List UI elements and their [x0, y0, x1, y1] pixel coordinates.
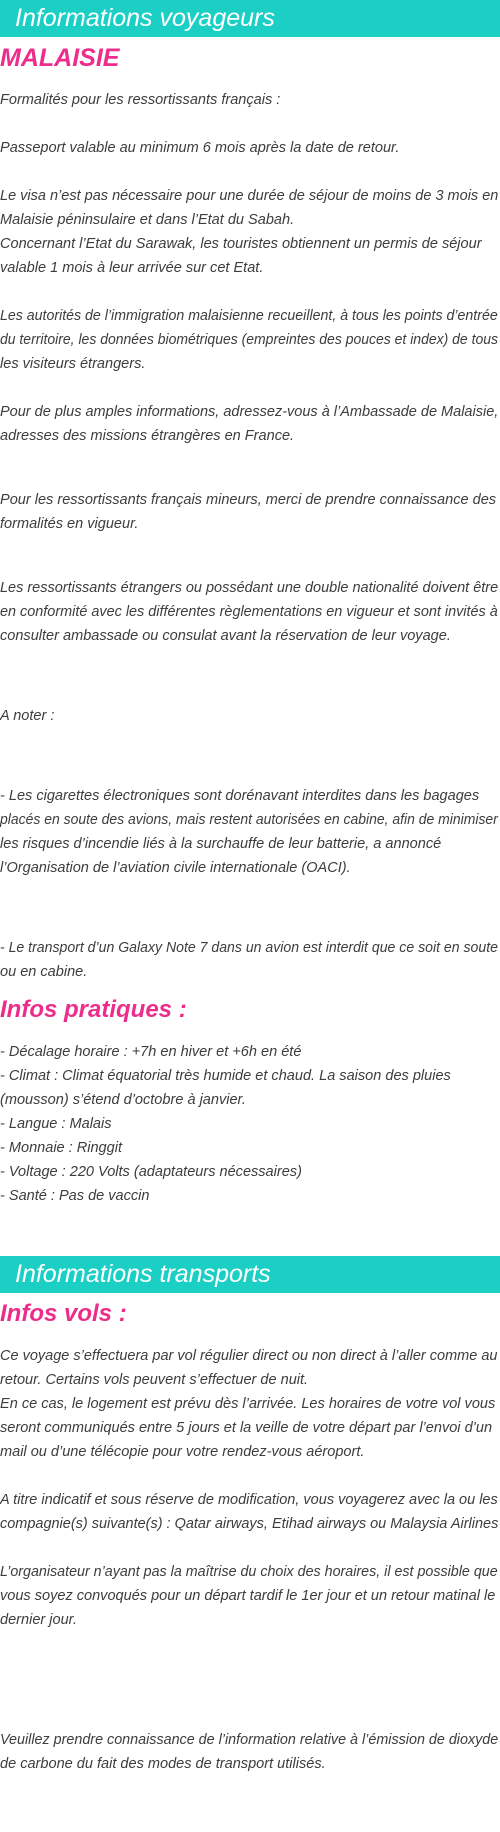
infos-pratiques-list	[0, 1040, 500, 1208]
airlines-paragraph: A titre indicatif et sous réserve de modification, vous voyagerez avec la ou les compagnie(s) suivante(s) : Qatar airways, Etihad airways ou Malaysia Airlines	[0, 1492, 499, 1532]
embassy-paragraph: Pour de plus amples informations, adressez-vous à l’Ambassade de Malaisie, adresses des missions étrangères en France.	[0, 404, 499, 444]
banner-informations-transports: Informations transports	[0, 1256, 500, 1293]
foreigners-paragraph: Les ressortissants étrangers ou possédant une double nationalité doivent être en conformité avec les différentes règlementations en vigueur et sont invités à consulter ambassade ou consulat avant la réservation de leur voyage.	[0, 580, 499, 644]
schedule-paragraph: L’organisateur n’ayant pas la maîtrise du choix des horaires, il est possible que vous soyez convoqués pour un départ tardif le 1er jour et un retour matinal le dernier jour.	[0, 1564, 498, 1628]
list-item: - Décalage horaire : +7h en hiver et +6h en été	[0, 1044, 302, 1060]
infos-vols-title: Infos vols :	[0, 1300, 127, 1327]
flights-paragraph: Ce voyage s’effectuera par vol régulier direct ou non direct à l’aller comme au retour. Certains vols peuvent s’effectuer de nuit. En ce cas, le logement est prévu dès l’arrivée. Les horaires de votre vol vous seront communiqués entre 5 jours et la veille de votre départ par l’envoi d’un mail ou d’une télécopie pour votre rendez-vous aéroport.	[0, 1348, 498, 1460]
passport-requirement: Passeport valable au minimum 6 mois après la date de retour.	[0, 140, 400, 156]
list-item: - Santé : Pas de vaccin	[0, 1188, 150, 1204]
list-item: (mousson) s’étend d’octobre à janvier.	[0, 1092, 246, 1108]
note-label: A noter :	[0, 708, 55, 724]
formalities-intro: Formalités pour les ressortissants français :	[0, 92, 281, 108]
infos-pratiques-title: Infos pratiques :	[0, 996, 187, 1023]
biometric-paragraph: Les autorités de l’immigration malaisienne recueillent, à tous les points d’entrée du territoire, les données biométriques (empreintes des pouces et index) de tous les visiteurs étrangers.	[0, 308, 499, 372]
list-item: - Monnaie : Ringgit	[0, 1140, 123, 1156]
country-title: MALAISIE	[0, 44, 120, 72]
list-item: - Voltage : 220 Volts (adaptateurs nécessaires)	[0, 1164, 302, 1180]
banner-informations-voyageurs: Informations voyageurs	[0, 0, 500, 37]
minors-paragraph: Pour les ressortissants français mineurs, merci de prendre connaissance des formalités en vigueur.	[0, 492, 497, 532]
galaxy-paragraph: - Le transport d’un Galaxy Note 7 dans un avion est interdit que ce soit en soute ou en cabine.	[0, 940, 498, 980]
visa-paragraph: Le visa n’est pas nécessaire pour une durée de séjour de moins de 3 mois en Malaisie péninsulaire et dans l’Etat du Sabah. Concernant l’Etat du Sarawak, les touristes obtiennent un permis de séjour valable 1 mois à leur arrivée sur cet Etat.	[0, 188, 499, 276]
list-item: - Langue : Malais	[0, 1116, 112, 1132]
list-item: - Climat : Climat équatorial très humide et chaud. La saison des pluies	[0, 1068, 451, 1084]
cigarettes-paragraph: - Les cigarettes électroniques sont dorénavant interdites dans les bagages placés en soute des avions, mais restent autorisées en cabine, afin de minimiser les risques d’incendie liés à la surchauffe de leur batterie, a annoncé l’Organisation de l’aviation civile internationale (OACI).	[0, 788, 498, 876]
co2-paragraph: Veuillez prendre connaissance de l’information relative à l’émission de dioxyde de carbone du fait des modes de transport utilisés.	[0, 1732, 499, 1772]
